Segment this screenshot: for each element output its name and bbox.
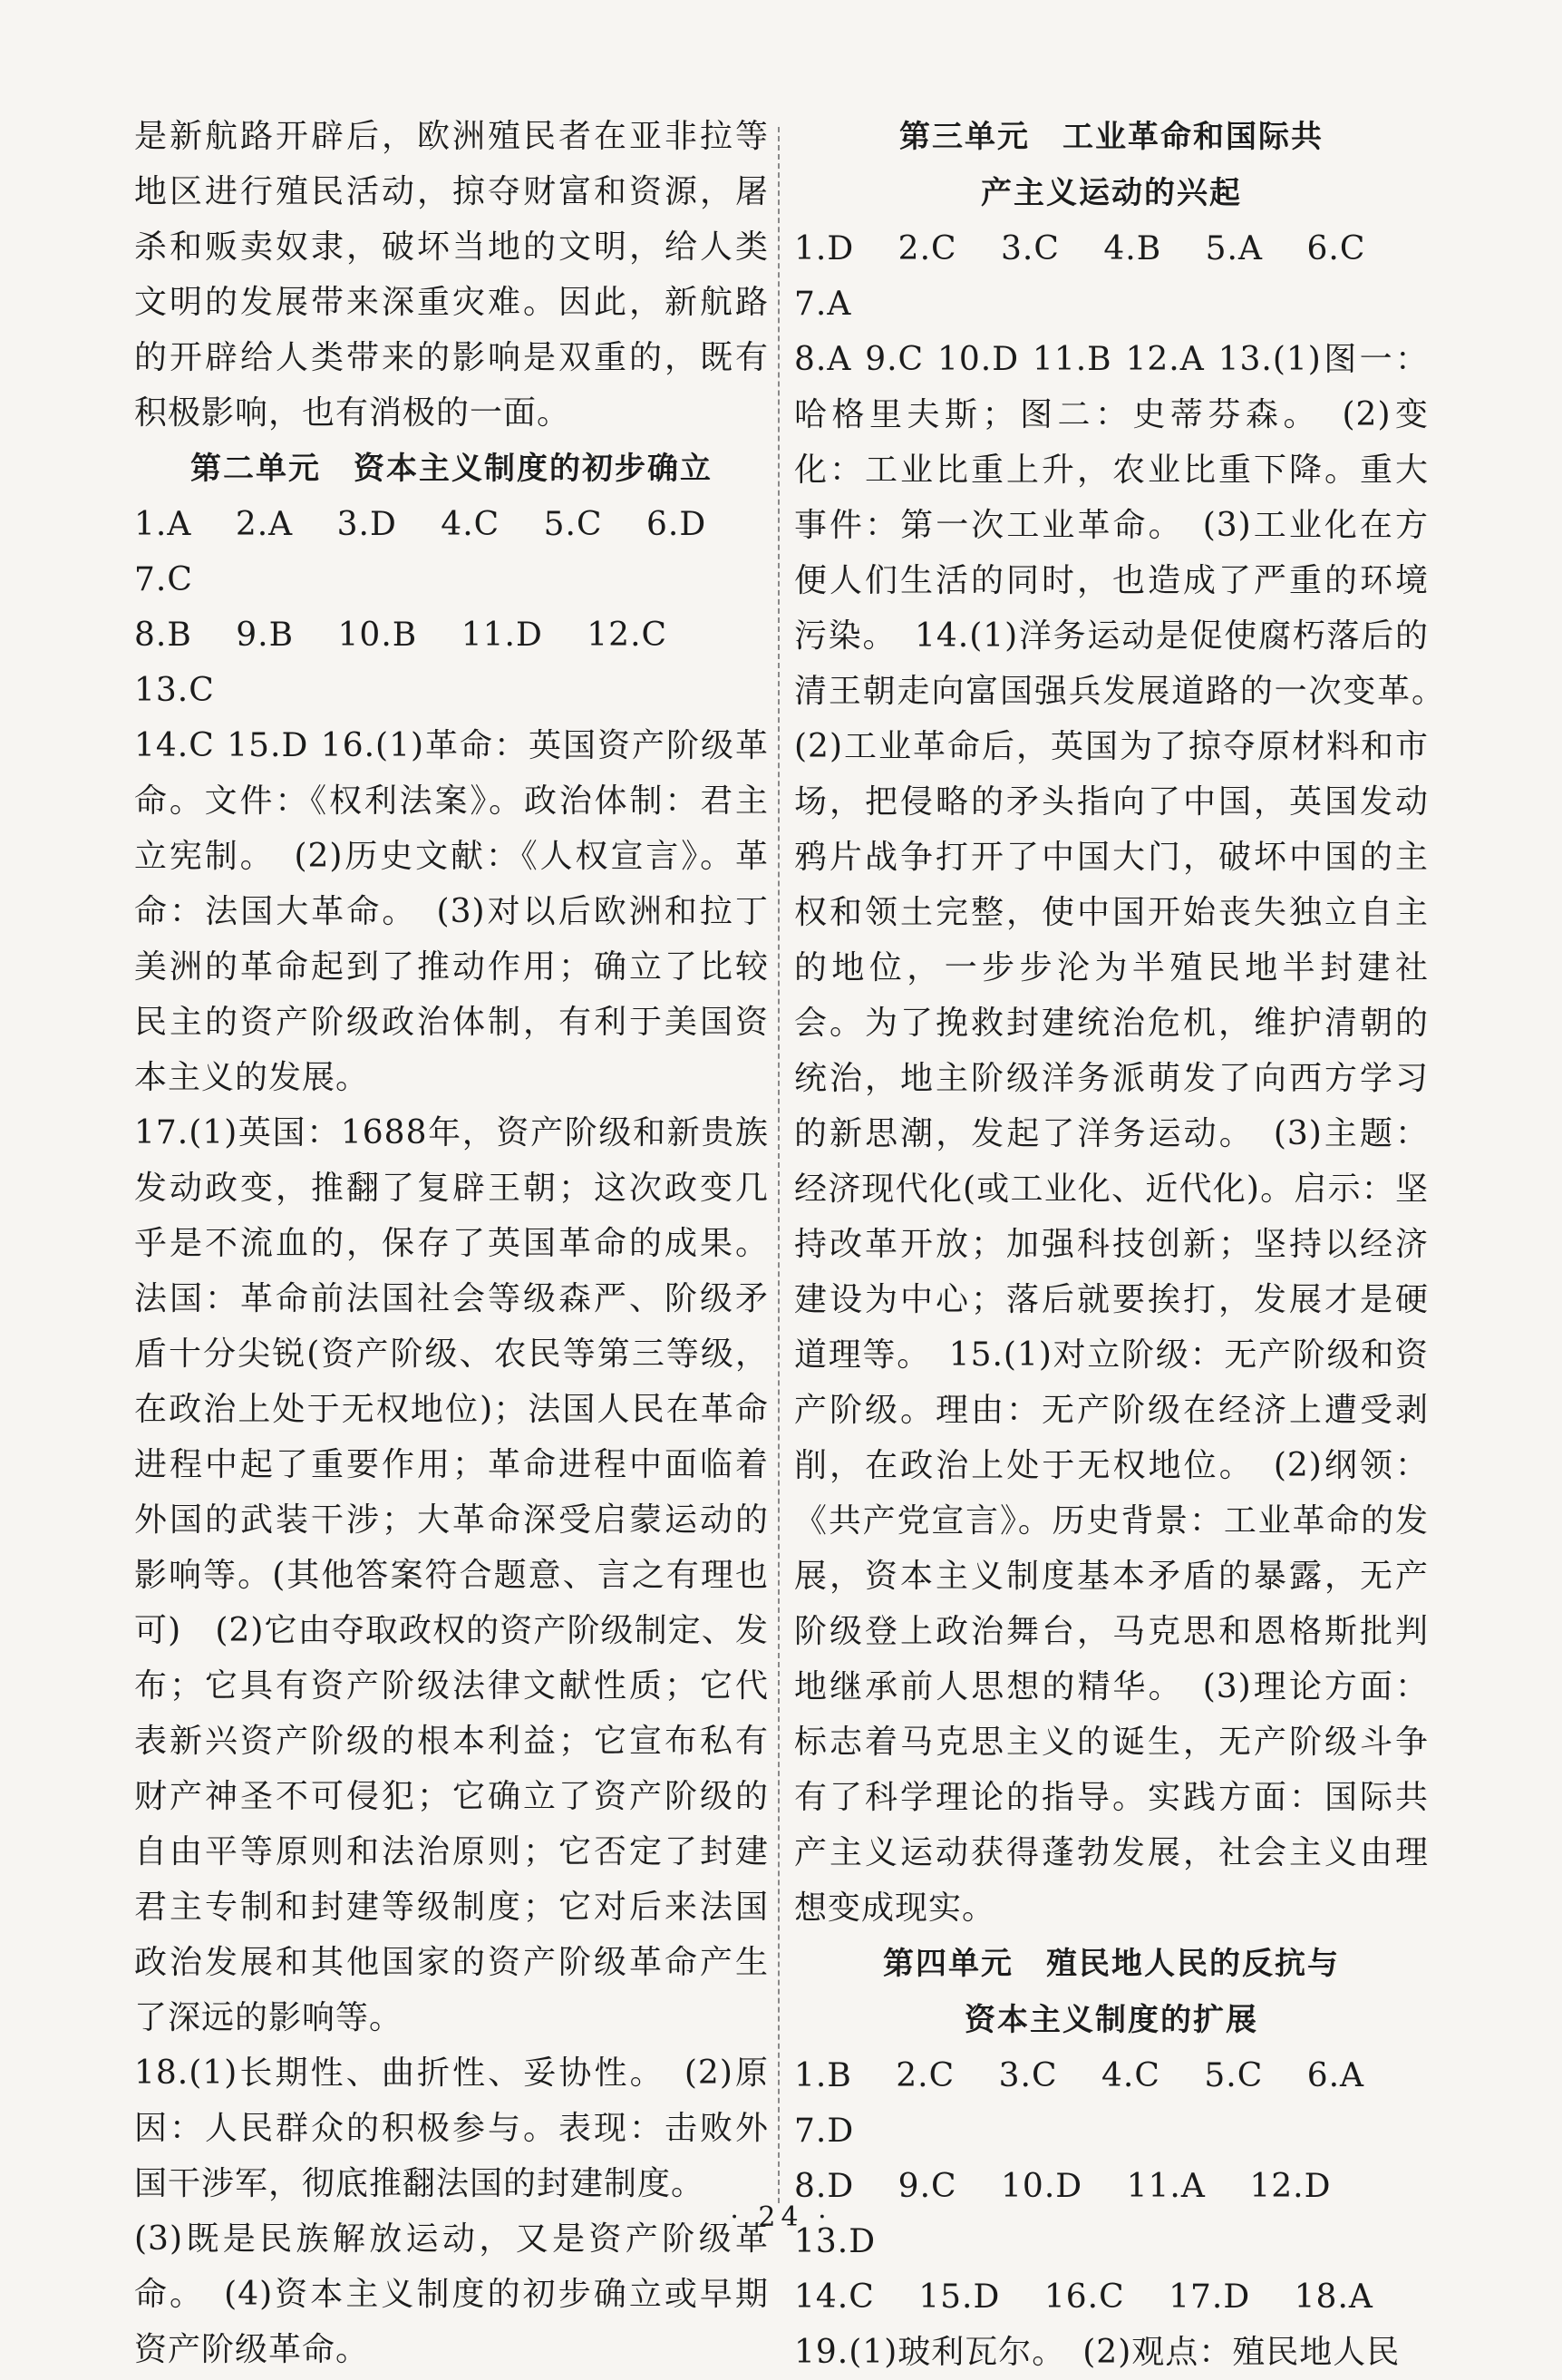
answer-item: 4.C	[441, 506, 500, 543]
answer-item: 6.D	[646, 506, 707, 543]
answer-item: 2.A	[235, 506, 294, 543]
column-divider	[778, 127, 780, 2203]
q18-answer-part1: 18.(1)长期性、曲折性、妥协性。 (2)原因：人民群众的积极参与。表现：击败外国干涉军，彻底推翻法国的封建制度。	[134, 2055, 769, 2202]
answer-item: 11.D	[461, 617, 543, 654]
answer-item: 11.B	[1032, 341, 1112, 378]
page-number: · 24 ·	[730, 2201, 832, 2233]
answer-item: 2.C	[896, 2057, 956, 2094]
unit3-title-line2: 产主义运动的兴起	[981, 175, 1242, 211]
answer-item: 12.D	[1249, 2168, 1332, 2205]
answer-item: 8.A	[794, 341, 852, 378]
answer-item: 13.D	[794, 2223, 877, 2260]
answer-item: 5.C	[543, 506, 603, 543]
answer-item: 10.D	[936, 341, 1020, 378]
q16-answer: 16.(1)革命：英国资产阶级革命。文件：《权利法案》。政治体制：君主立宪制。 (2)历史文献：《人权宣言》。革命：法国大革命。 (3)对以后欧洲和拉丁美洲的革命起到了推动作用；确立了比较民主的资产阶级政治体制，有利于美国资本主义的发展。	[134, 727, 769, 1096]
answer-item: 7.D	[794, 2113, 855, 2150]
unit3-title-line1: 第三单元 工业革命和国际共	[899, 119, 1324, 155]
q18-answer-part2: (3)既是民族解放运动，又是资产阶级革命。 (4)资本主义制度的初步确立或早期资产阶级革命。	[134, 2220, 769, 2368]
answer-item: 12.A	[1125, 341, 1205, 378]
answer-item: 1.D	[794, 230, 855, 267]
answer-item: 1.B	[794, 2057, 852, 2094]
answer-item: 3.C	[998, 2057, 1058, 2094]
answer-item: 10.D	[1001, 2168, 1083, 2205]
answer-item: 6.C	[1306, 230, 1366, 267]
answer-item: 5.A	[1205, 230, 1264, 267]
unit2-mc-row-1	[134, 497, 769, 607]
answer-item: 17.D	[1169, 2278, 1251, 2316]
answer-item: 10.B	[337, 617, 418, 654]
answer-item: 15.D	[227, 727, 309, 764]
answer-item: 12.C	[587, 617, 668, 654]
unit4-mc-row-3	[794, 2269, 1429, 2325]
answer-item: 15.D	[918, 2278, 1001, 2316]
answer-item: 4.C	[1101, 2057, 1160, 2094]
answer-item: 8.B	[134, 617, 192, 654]
right-column	[794, 109, 1463, 2380]
answer-item: 3.D	[336, 506, 397, 543]
answer-item: 13.C	[134, 672, 215, 709]
q17-answer: 17.(1)英国：1688年，资产阶级和新贵族发动政变，推翻了复辟王朝；这次政变几乎是不流血的，保存了英国革命的成果。法国：革命前法国社会等级森严、阶级矛盾十分尖锐(资产阶级、农民等第三等级，在政治上处于无权地位)；法国人民在革命进程中起了重要作用；革命进程中面临着外国的武装干涉；大革命深受启蒙运动的影响等。(其他答案符合题意、言之有理也可) (2)它由夺取政权的资产阶级制定、发布；它具有资产阶级法律文献性质；它代表新兴资产阶级的根本利益；它宣布私有财产神圣不可侵犯；它确立了资产阶级的自由平等原则和法治原则；它否定了封建君主专制和封建等级制度；它对后来法国政治发展和其他国家的资产阶级革命产生了深远的影响等。	[134, 1114, 769, 2036]
answer-item: 3.C	[1001, 230, 1060, 267]
answer-item: 7.A	[794, 286, 852, 323]
unit4-title-line1: 第四单元 殖民地人民的反抗与	[883, 1946, 1340, 1982]
answer-item: 11.A	[1126, 2168, 1206, 2205]
answer-item: 7.C	[134, 561, 193, 598]
unit3-q8-15	[794, 332, 1463, 1936]
answer-item: 6.A	[1306, 2057, 1365, 2094]
unit4-mc-row-1	[794, 2048, 1429, 2159]
q13-15-answers: 13.(1)图一：哈格里夫斯；图二：史蒂芬森。 (2)变化：工业比重上升，农业比重下降。重大事件：第一次工业革命。 (3)工业化在方便人们生活的同时，也造成了严重的环境污染。 14.(1)洋务运动是促使腐朽落后的清王朝走向富国强兵发展道路的一次变革。 (2)工业革命后，英国为了掠夺原材料和市场，把侵略的矛头指向了中国，英国发动鸦片战争打开了中国大门，破坏中国的主权和领土完整，使中国开始丧失独立自主的地位，一步步沦为半殖民地半封建社会。为了挽救封建统治危机，维护清朝的统治，地主阶级洋务派萌发了向西方学习的新思潮，发起了洋务运动。 (3)主题：经济现代化(或工业化、近代化)。启示：坚持改革开放；加强科技创新；坚持以经济建设为中心；落后就要挨打，发展才是硬道理等。 15.(1)对立阶级：无产阶级和资产阶级。理由：无产阶级在经济上遭受剥削，在政治上处于无权地位。 (2)纲领：《共产党宣言》。历史背景：工业革命的发展，资本主义制度基本矛盾的暴露，无产阶级登上政治舞台，马克思和恩格斯批判地继承前人思想的精华。 (3)理论方面：标志着马克思主义的诞生，无产阶级斗争有了科学理论的指导。实践方面：国际共产主义运动获得蓬勃发展，社会主义由理想变成现实。	[794, 341, 1463, 1927]
unit2-title: 第二单元 资本主义制度的初步确立	[190, 451, 713, 487]
answer-item: 16.C	[1043, 2278, 1125, 2316]
unit2-mc-row-2	[134, 607, 769, 718]
left-column	[134, 109, 769, 2377]
unit2-q14-16	[134, 718, 769, 1105]
answer-item: 18.A	[1294, 2278, 1373, 2316]
intro-paragraph: 是新航路开辟后，欧洲殖民者在亚非拉等地区进行殖民活动，掠夺财富和资源，屠杀和贩卖奴隶，破坏当地的文明，给人类文明的发展带来深重灾难。因此，新航路的开辟给人类带来的影响是双重的，既有积极影响，也有消极的一面。	[134, 118, 769, 432]
answer-item: 2.C	[897, 230, 957, 267]
answer-item: 5.C	[1204, 2057, 1264, 2094]
q19-answer: 19.(1)玻利瓦尔。 (2)观点：殖民地人民	[794, 2334, 1401, 2371]
unit4-title-line2: 资本主义制度的扩展	[965, 2002, 1258, 2038]
answer-item: 14.C	[134, 727, 215, 764]
unit3-mc-row-1	[794, 221, 1429, 332]
answer-item: 9.C	[865, 341, 925, 378]
answer-item: 4.B	[1103, 230, 1162, 267]
answer-item: 14.C	[794, 2278, 875, 2316]
answer-item: 1.A	[134, 506, 192, 543]
answer-item: 9.C	[897, 2168, 957, 2205]
answer-item: 8.D	[794, 2168, 855, 2205]
answer-item: 9.B	[236, 617, 295, 654]
